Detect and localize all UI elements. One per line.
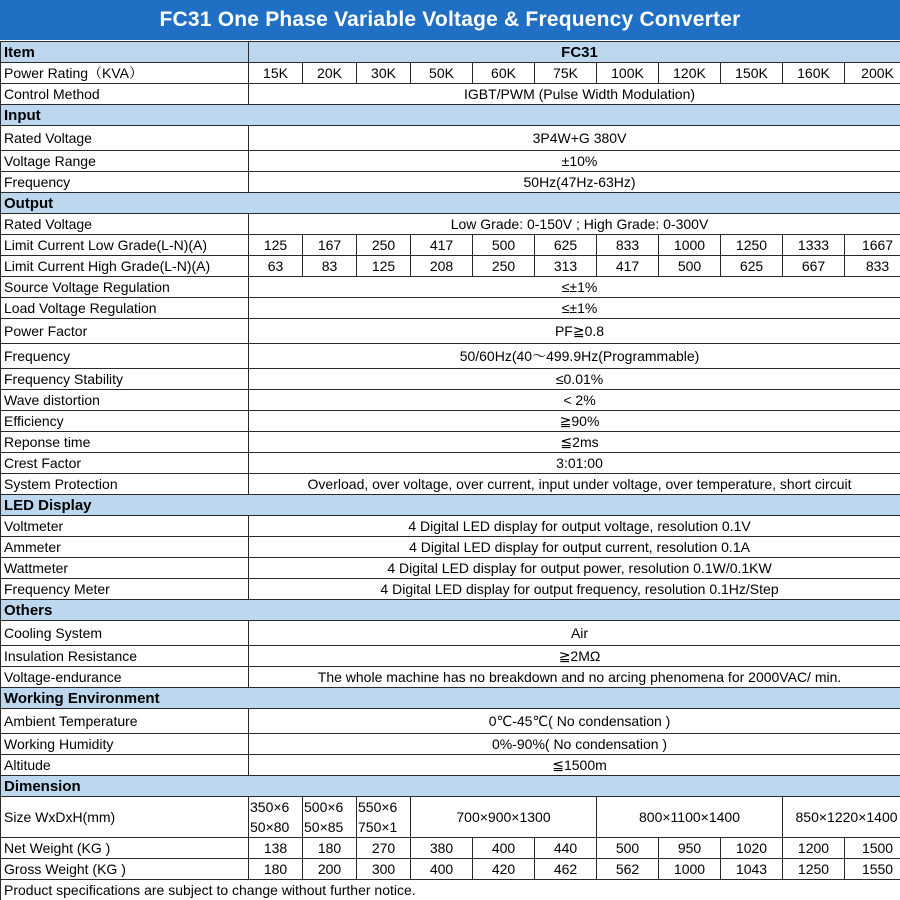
section-title: Working Environment (1, 688, 900, 709)
page-title: FC31 One Phase Variable Voltage & Frequency Converter (0, 0, 900, 41)
row-label: Voltmeter (1, 516, 249, 537)
gross-weight-cell: 300 (357, 859, 411, 880)
row-label: Power Factor (1, 319, 249, 344)
row-value: ≧2MΩ (249, 646, 900, 667)
spec-row (1, 474, 900, 495)
row-label: Limit Current Low Grade(L-N)(A) (1, 235, 249, 256)
size-cell (303, 797, 357, 838)
gross-weight-cell: 400 (411, 859, 473, 880)
spec-row (1, 558, 900, 579)
footer-row (1, 880, 900, 900)
limit-high-cell: 417 (597, 256, 659, 277)
spec-row (1, 126, 900, 151)
spec-row (1, 151, 900, 172)
footer-note: Product specifications are subject to change without further notice. (1, 880, 900, 900)
spec-row (1, 411, 900, 432)
spec-row (1, 755, 900, 776)
spec-row (1, 344, 900, 369)
size-cell (357, 797, 411, 838)
row-label: Efficiency (1, 411, 249, 432)
section-header-led-display (1, 495, 900, 516)
row-label: Frequency (1, 344, 249, 369)
limit-high-row (1, 256, 900, 277)
row-value: ±10% (249, 151, 900, 172)
power-rating-cell: 100K (597, 63, 659, 84)
row-label: Ambient Temperature (1, 709, 249, 734)
section-header-working-environment (1, 688, 900, 709)
limit-low-cell: 167 (303, 235, 357, 256)
model-header: FC31 (249, 42, 900, 63)
limit-low-cell: 125 (249, 235, 303, 256)
limit-low-row (1, 235, 900, 256)
power-rating-cell: 200K (845, 63, 900, 84)
gross-weight-cell: 420 (473, 859, 535, 880)
gross-weight-cell: 1250 (783, 859, 845, 880)
row-label: Source Voltage Regulation (1, 277, 249, 298)
row-value: 4 Digital LED display for output power, resolution 0.1W/0.1KW (249, 558, 900, 579)
size-line: 50×85 (304, 817, 355, 837)
row-value: 0%-90%( No condensation ) (249, 734, 900, 755)
row-label: Limit Current High Grade(L-N)(A) (1, 256, 249, 277)
spec-row (1, 172, 900, 193)
row-label: Cooling System (1, 621, 249, 646)
row-value: 50Hz(47Hz-63Hz) (249, 172, 900, 193)
power-rating-cell: 160K (783, 63, 845, 84)
limit-low-cell: 1667 (845, 235, 900, 256)
net-weight-cell: 1020 (721, 838, 783, 859)
size-line: 750×1 (358, 817, 409, 837)
limit-high-cell: 250 (473, 256, 535, 277)
power-rating-cell: 60K (473, 63, 535, 84)
row-label: Net Weight (KG ) (1, 838, 249, 859)
row-value: ≤±1% (249, 277, 900, 298)
net-weight-cell: 440 (535, 838, 597, 859)
limit-high-cell: 833 (845, 256, 900, 277)
row-value: 4 Digital LED display for output voltage, resolution 0.1V (249, 516, 900, 537)
limit-low-cell: 417 (411, 235, 473, 256)
limit-low-cell: 250 (357, 235, 411, 256)
section-title: LED Display (1, 495, 900, 516)
net-weight-cell: 1200 (783, 838, 845, 859)
row-label: Control Method (1, 84, 249, 105)
limit-high-cell: 208 (411, 256, 473, 277)
net-weight-cell: 1500 (845, 838, 900, 859)
spec-row (1, 516, 900, 537)
net-weight-row (1, 838, 900, 859)
net-weight-cell: 270 (357, 838, 411, 859)
power-rating-cell: 30K (357, 63, 411, 84)
row-label: Reponse time (1, 432, 249, 453)
size-cell (249, 797, 303, 838)
row-label: Frequency Stability (1, 369, 249, 390)
section-title: Dimension (1, 776, 900, 797)
row-label: Power Rating（KVA） (1, 63, 249, 84)
spec-row (1, 621, 900, 646)
row-value: The whole machine has no breakdown and no arcing phenomena for 2000VAC/ min. (249, 667, 900, 688)
size-line: 350×6 (250, 797, 301, 817)
row-label: Wave distortion (1, 390, 249, 411)
row-label: Altitude (1, 755, 249, 776)
row-label: Working Humidity (1, 734, 249, 755)
size-line: 500×6 (304, 797, 355, 817)
limit-high-cell: 313 (535, 256, 597, 277)
spec-row (1, 277, 900, 298)
spec-row (1, 537, 900, 558)
spec-row (1, 432, 900, 453)
power-rating-cell: 20K (303, 63, 357, 84)
size-cell: 800×1100×1400 (597, 797, 783, 838)
row-label: Load Voltage Regulation (1, 298, 249, 319)
row-label: Wattmeter (1, 558, 249, 579)
row-value: 4 Digital LED display for output current, resolution 0.1A (249, 537, 900, 558)
gross-weight-cell: 1000 (659, 859, 721, 880)
spec-row (1, 298, 900, 319)
row-label: Voltage-endurance (1, 667, 249, 688)
row-value: 3P4W+G 380V (249, 126, 900, 151)
limit-low-cell: 625 (535, 235, 597, 256)
gross-weight-cell: 562 (597, 859, 659, 880)
spec-row (1, 646, 900, 667)
row-value: Low Grade: 0-150V ; High Grade: 0-300V (249, 214, 900, 235)
gross-weight-cell: 1043 (721, 859, 783, 880)
row-label: Size WxDxH(mm) (1, 797, 249, 838)
row-value: < 2% (249, 390, 900, 411)
spec-row (1, 319, 900, 344)
row-value: ≦1500m (249, 755, 900, 776)
spec-row (1, 369, 900, 390)
item-header-label: Item (1, 42, 249, 63)
section-title: Others (1, 600, 900, 621)
spec-row (1, 667, 900, 688)
limit-low-cell: 1250 (721, 235, 783, 256)
row-value: PF≧0.8 (249, 319, 900, 344)
row-value: IGBT/PWM (Pulse Width Modulation) (249, 84, 900, 105)
section-header-dimension (1, 776, 900, 797)
row-value: Overload, over voltage, over current, input under voltage, over temperature, short circuit (249, 474, 900, 495)
net-weight-cell: 500 (597, 838, 659, 859)
row-label: System Protection (1, 474, 249, 495)
control-method-row (1, 84, 900, 105)
row-label: Frequency (1, 172, 249, 193)
gross-weight-cell: 462 (535, 859, 597, 880)
limit-high-cell: 625 (721, 256, 783, 277)
limit-high-cell: 63 (249, 256, 303, 277)
row-value: 3:01:00 (249, 453, 900, 474)
row-label: Ammeter (1, 537, 249, 558)
row-label: Rated Voltage (1, 214, 249, 235)
net-weight-cell: 950 (659, 838, 721, 859)
power-rating-cell: 75K (535, 63, 597, 84)
net-weight-cell: 180 (303, 838, 357, 859)
row-label: Insulation Resistance (1, 646, 249, 667)
section-header-input (1, 105, 900, 126)
power-rating-cell: 15K (249, 63, 303, 84)
row-value: 0℃-45℃( No condensation ) (249, 709, 900, 734)
power-rating-cell: 150K (721, 63, 783, 84)
spec-table (0, 41, 900, 900)
spec-row (1, 214, 900, 235)
limit-high-cell: 667 (783, 256, 845, 277)
spec-row (1, 734, 900, 755)
table-header-row (1, 42, 900, 63)
limit-low-cell: 1000 (659, 235, 721, 256)
row-value: ≤0.01% (249, 369, 900, 390)
size-cell: 700×900×1300 (411, 797, 597, 838)
row-value: Air (249, 621, 900, 646)
size-cell: 850×1220×1400 (783, 797, 900, 838)
section-title: Input (1, 105, 900, 126)
gross-weight-cell: 180 (249, 859, 303, 880)
section-header-others (1, 600, 900, 621)
row-value: 4 Digital LED display for output frequency, resolution 0.1Hz/Step (249, 579, 900, 600)
row-label: Crest Factor (1, 453, 249, 474)
gross-weight-cell: 200 (303, 859, 357, 880)
row-value: ≦2ms (249, 432, 900, 453)
row-label: Voltage Range (1, 151, 249, 172)
spec-row (1, 453, 900, 474)
spec-row (1, 579, 900, 600)
limit-high-cell: 125 (357, 256, 411, 277)
power-rating-row (1, 63, 900, 84)
row-label: Frequency Meter (1, 579, 249, 600)
power-rating-cell: 50K (411, 63, 473, 84)
net-weight-cell: 380 (411, 838, 473, 859)
gross-weight-cell: 1550 (845, 859, 900, 880)
section-title: Output (1, 193, 900, 214)
gross-weight-row (1, 859, 900, 880)
row-label: Rated Voltage (1, 126, 249, 151)
row-value: 50/60Hz(40～499.9Hz(Programmable) (249, 344, 900, 369)
net-weight-cell: 138 (249, 838, 303, 859)
limit-low-cell: 833 (597, 235, 659, 256)
row-value: ≤±1% (249, 298, 900, 319)
spec-row (1, 709, 900, 734)
size-row (1, 797, 900, 838)
row-label: Gross Weight (KG ) (1, 859, 249, 880)
section-header-output (1, 193, 900, 214)
row-value: ≧90% (249, 411, 900, 432)
spec-row (1, 390, 900, 411)
limit-low-cell: 500 (473, 235, 535, 256)
size-line: 550×6 (358, 797, 409, 817)
size-line: 50×80 (250, 817, 301, 837)
limit-high-cell: 500 (659, 256, 721, 277)
power-rating-cell: 120K (659, 63, 721, 84)
limit-low-cell: 1333 (783, 235, 845, 256)
limit-high-cell: 83 (303, 256, 357, 277)
net-weight-cell: 400 (473, 838, 535, 859)
